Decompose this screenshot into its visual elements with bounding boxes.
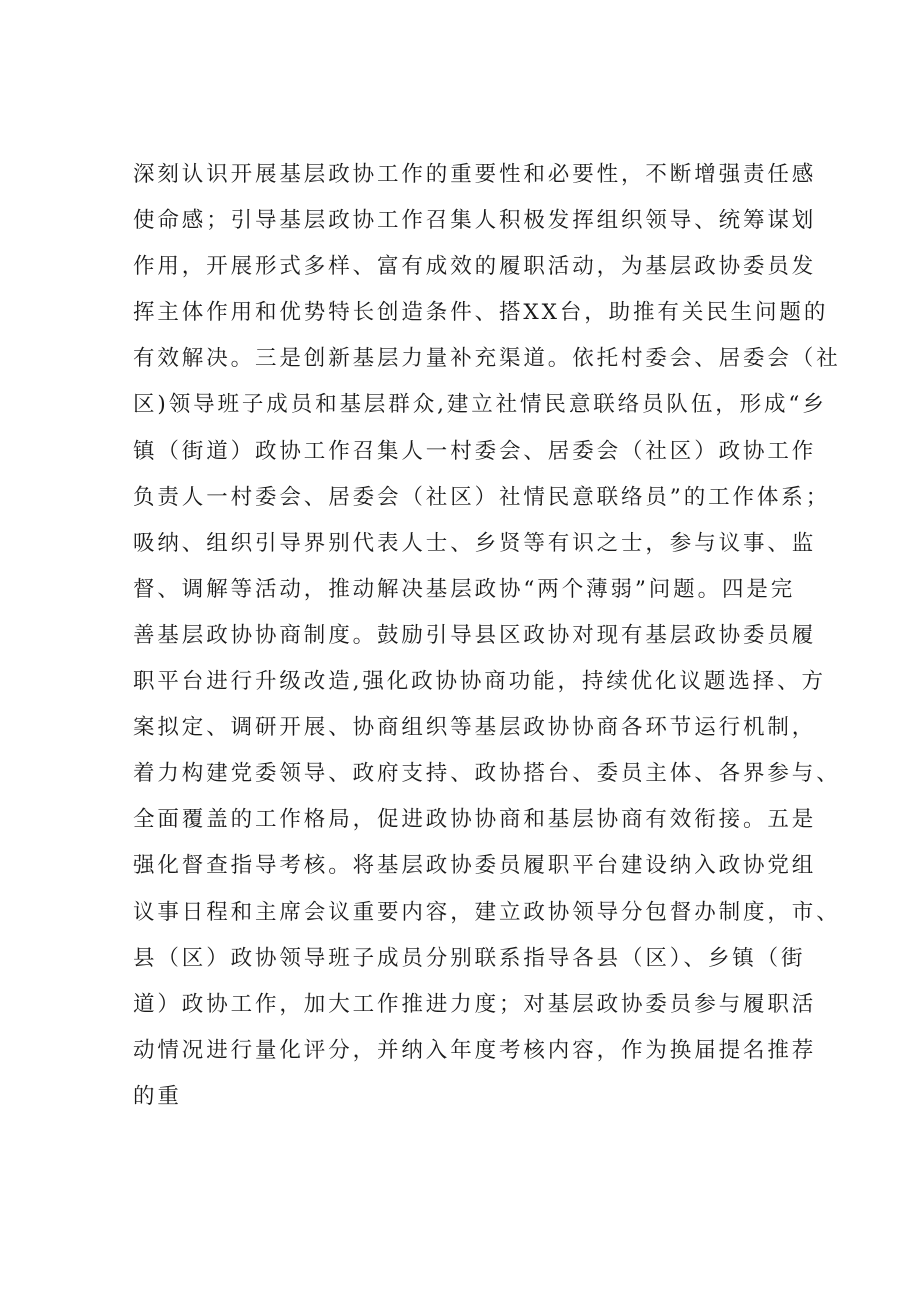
text-line-7: 镇（街道）政协工作召集人一村委会、居委会（社区）政协工作 — [133, 438, 817, 464]
text-line-14: 着力构建党委领导、政府支持、政协搭台、委员主体、各界参与、 — [133, 761, 841, 787]
text-line-3: 作用，开展形式多样、富有成效的履职活动，为基层政协委员发 — [133, 254, 817, 280]
text-line-15: 全面覆盖的工作格局，促进政协协商和基层协商有效衔接。五是 — [133, 807, 817, 833]
text-line-12: 职平台进行升级改造,强化政协协商功能，持续优化议题选择、方 — [133, 669, 826, 695]
body-text — [133, 152, 841, 1120]
text-line-17: 议事日程和主席会议重要内容，建立政协领导分包督办制度，市、 — [133, 899, 841, 925]
text-line-19: 道）政协工作，加大工作推进力度；对基层政协委员参与履职活 — [133, 991, 817, 1017]
text-line-4: 挥主体作用和优势特长创造条件、搭XX台，助推有关民生问题的 — [133, 300, 829, 326]
text-line-18: 县（区）政协领导班子成员分别联系指导各县（区）、乡镇（街 — [133, 945, 806, 971]
text-line-8: 负责人一村委会、居委会（社区）社情民意联络员”的工作体系； — [133, 484, 831, 510]
text-line-2: 使命感；引导基层政协工作召集人积极发挥组织领导、统筹谋划 — [133, 208, 817, 234]
text-line-13: 案拟定、调研开展、协商组织等基层政协协商各环节运行机制， — [133, 715, 817, 741]
text-line-1: 深刻认识开展基层政协工作的重要性和必要性，不断增强责任感 — [133, 162, 817, 187]
text-line-9: 吸纳、组织引导界别代表人士、乡贤等有识之士，参与议事、监 — [133, 530, 817, 556]
text-line-21: 的重 — [133, 1083, 182, 1109]
text-line-16: 强化督查指导考核。将基层政协委员履职平台建设纳入政协党组 — [133, 853, 817, 879]
text-line-20: 动情况进行量化评分，并纳入年度考核内容，作为换届提名推荐 — [133, 1037, 817, 1063]
text-line-11: 善基层政协协商制度。鼓励引导县区政协对现有基层政协委员履 — [133, 622, 817, 648]
text-line-6: 区)领导班子成员和基层群众,建立社情民意联络员队伍，形成“乡 — [133, 392, 827, 418]
text-line-10: 督、调解等活动，推动解决基层政协“两个薄弱”问题。四是完 — [133, 576, 796, 602]
text-line-5: 有效解决。三是创新基层力量补充渠道。依托村委会、居委会（社 — [133, 346, 841, 372]
